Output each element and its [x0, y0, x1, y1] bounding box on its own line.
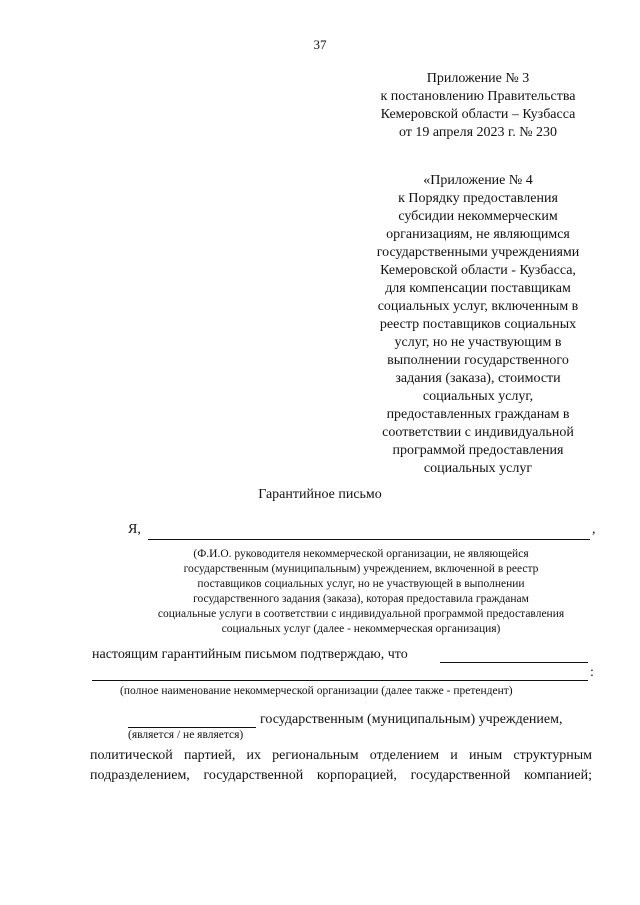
- conditions-paragraph: [90, 746, 592, 786]
- order-line: предоставленных гражданам в: [386, 407, 570, 422]
- is-text: государственным (муниципальным) учреждением,: [260, 712, 563, 727]
- order-line: для компенсации поставщикам: [385, 281, 571, 296]
- appendix-line: от 19 апреля 2023 г. № 230: [398, 125, 558, 140]
- order-line: программой предоставления: [392, 443, 564, 458]
- paragraph-line: подразделением, государственной корпорацией, государственной компанией;: [90, 768, 592, 783]
- paragraph-line: политической партией, их региональным отделением и иным структурным: [90, 748, 592, 763]
- page-number: 37: [313, 37, 327, 52]
- fio-note-line: социальные услуги в соответствии с индивидуальной программой предоставления: [157, 608, 565, 620]
- confirm-text: настоящим гарантийным письмом подтверждаю, что: [92, 647, 408, 662]
- fio-fill-line[interactable]: [148, 539, 590, 540]
- fio-comma: ,: [592, 522, 596, 537]
- order-line: задания (заказа), стоимости: [395, 371, 561, 386]
- confirm-fill-line[interactable]: [440, 662, 588, 663]
- order-line: соответствии с индивидуальной: [382, 425, 574, 440]
- fio-note-line: государственным (муниципальным) учреждением, включенной в реестр: [183, 563, 539, 575]
- order-appendix-header: [330, 172, 626, 478]
- letter-title: Гарантийное письмо: [258, 487, 382, 502]
- order-line: социальных услуг, включенным в: [377, 299, 579, 314]
- order-line: к Порядку предоставления: [398, 191, 558, 206]
- is-fill-line[interactable]: [128, 727, 256, 728]
- fio-note: [90, 547, 632, 637]
- appendix-line: Кемеровской области – Кузбасса: [380, 107, 576, 122]
- i-prefix: Я,: [128, 522, 141, 537]
- order-line: услуг, но не участвующим в: [394, 335, 562, 350]
- order-line: социальных услуг: [423, 461, 533, 476]
- org-name-fill-line[interactable]: [92, 680, 588, 681]
- order-line: социальных услуг,: [422, 389, 534, 404]
- order-line: Кемеровской области - Кузбасса,: [380, 263, 576, 278]
- order-line: выполнении государственного: [387, 353, 569, 368]
- is-note: (является / не является): [128, 729, 244, 741]
- appendix-line: к постановлению Правительства: [380, 89, 576, 104]
- order-line: государственными учреждениями: [376, 245, 580, 260]
- order-line: реестр поставщиков социальных: [379, 317, 577, 332]
- fio-note-line: социальных услуг (далее - некоммерческая организация): [221, 623, 501, 635]
- org-note: (полное наименование некоммерческой организации (далее также - претендент): [120, 685, 513, 697]
- order-line: организациям, не являющимся: [386, 227, 570, 242]
- fio-note-line: поставщиков социальных услуг, но не участвующей в выполнении: [197, 578, 525, 590]
- fio-note-line: государственного задания (заказа), которая предоставила гражданам: [193, 593, 529, 605]
- appendix-line: Приложение № 3: [426, 71, 530, 86]
- order-line: «Приложение № 4: [423, 173, 533, 188]
- appendix-header: [330, 70, 626, 142]
- order-line: субсидии некоммерческим: [398, 209, 558, 224]
- fio-note-line: (Ф.И.О. руководителя некоммерческой организации, не являющейся: [193, 548, 529, 560]
- org-colon: :: [590, 665, 594, 680]
